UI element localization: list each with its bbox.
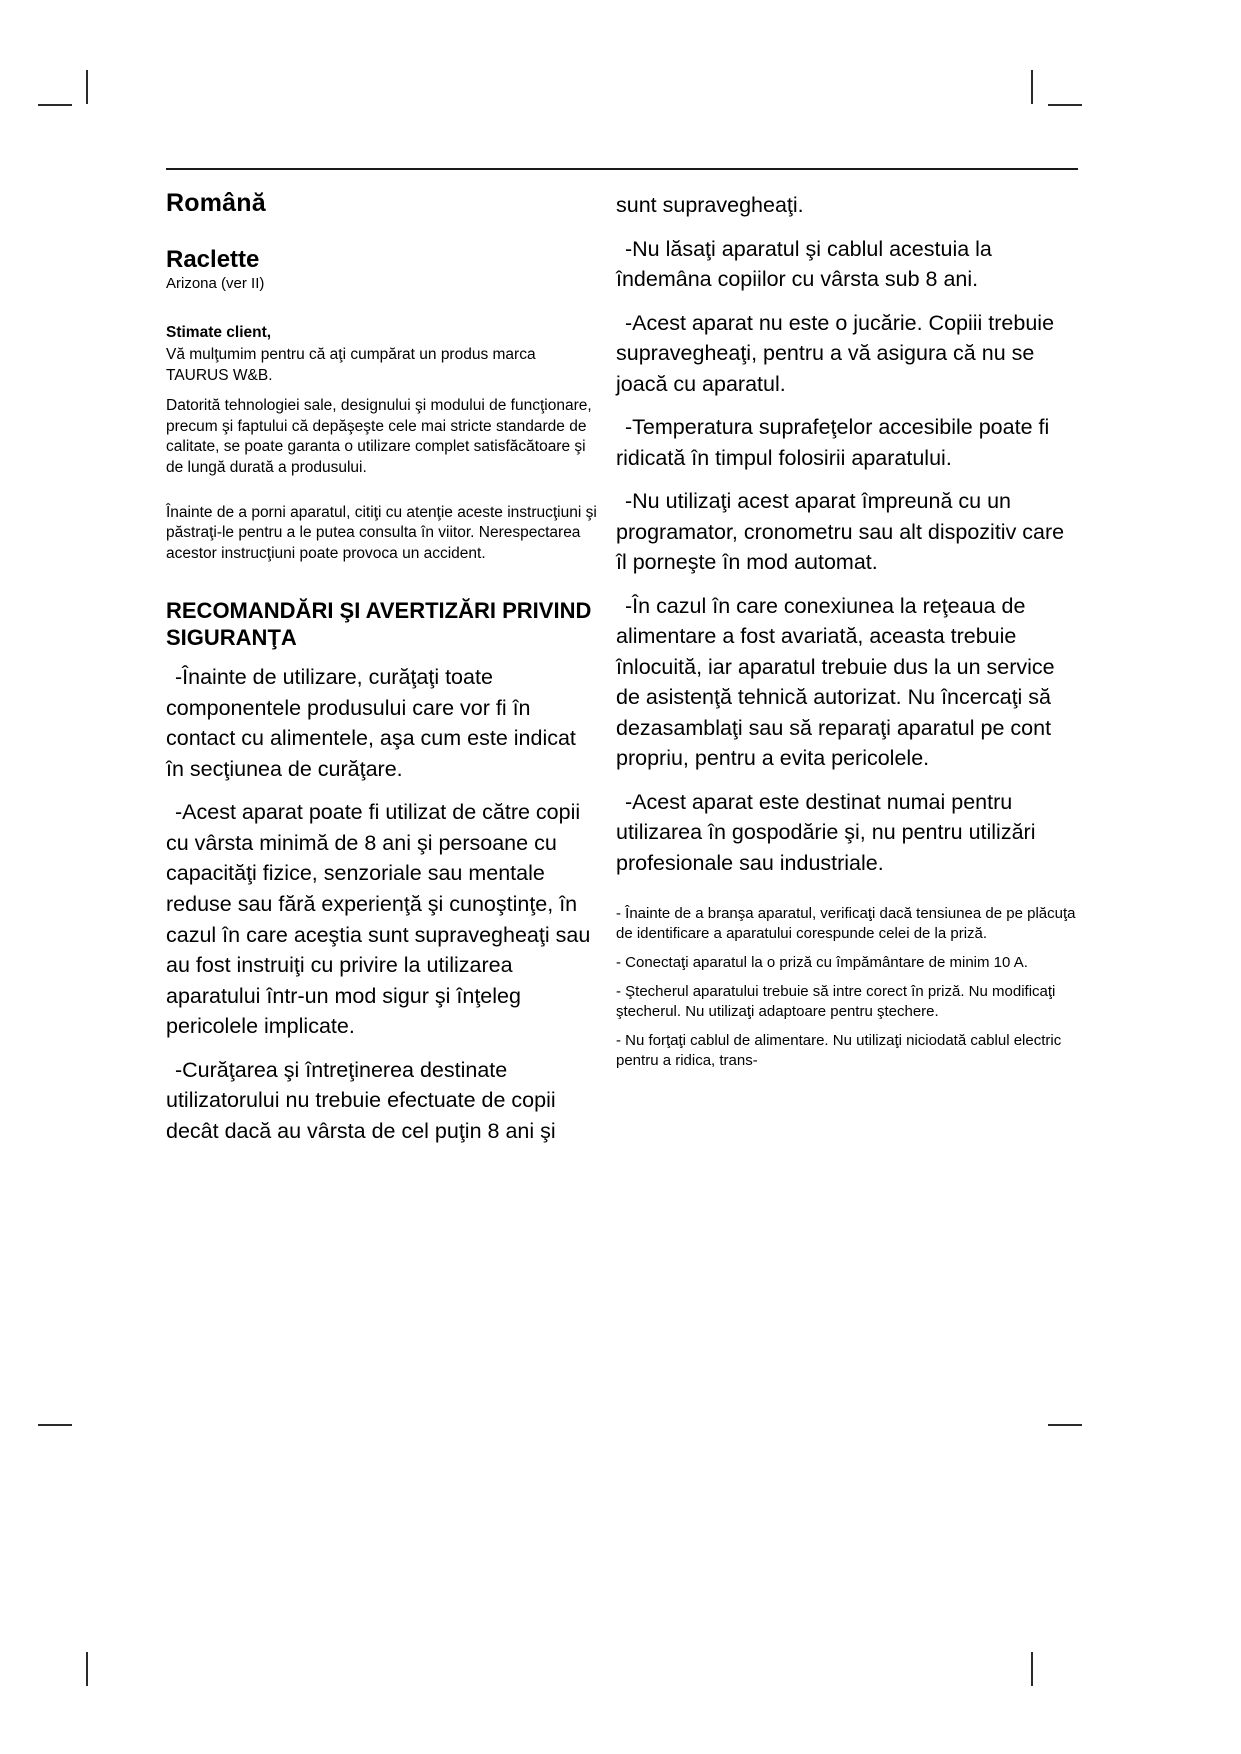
crop-mark-top-right-horizontal — [1048, 104, 1082, 106]
safety-item: -Acest aparat este destinat numai pentru utilizarea în gospodărie şi, nu pentru utilizări profesionale sau industriale. — [616, 789, 1036, 875]
crop-mark-top-right-vertical — [1031, 70, 1033, 104]
footnote-item: - Conectaţi aparatul la o priză cu împământare de minim 10 A. — [616, 954, 1028, 972]
intro-paragraph-1: Vă mulţumim pentru că aţi cumpărat un produs marca TAURUS W&B. — [166, 346, 536, 384]
crop-mark-bottom-right-vertical — [1031, 1652, 1033, 1686]
intro-paragraph-2: Datorită tehnologiei sale, designului şi modului de funcţionare, precum şi faptului că depăşeşte cele mai stricte standarde de calitate, se poate garanta o utilizare complet satisfăcătoare şi de lungă durată a produsului. — [166, 397, 592, 477]
salutation: Stimate client, — [166, 324, 272, 342]
language-title: Română — [166, 189, 266, 217]
safety-item: -În cazul în care conexiunea la reţeaua de alimentare a fost avariată, aceasta trebuie înlocuită, iar aparatul trebuie dus la un service de asistenţă tehnică autorizat. Nu încercaţi să dezasamblaţi sau să reparaţi aparatul pe cont propriu, pentru a evita pericolele. — [616, 593, 1055, 771]
safety-item: -Nu utilizaţi acest aparat împreună cu un programator, cronometru sau alt dispozitiv care îl porneşte în mod automat. — [616, 489, 1065, 575]
footnote-item: - Înainte de a branşa aparatul, verificaţi dacă tensiunea de pe plăcuţa de identificare a aparatului corespunde celei de la priză. — [616, 905, 1076, 943]
right-column — [616, 190, 1078, 1159]
left-column — [166, 190, 616, 1159]
two-column-layout — [166, 190, 1078, 1159]
footnote-item: - Ştecherul aparatului trebuie să intre corect în priză. Nu modificaţi ştecherul. Nu utilizaţi adaptoare pentru ştechere. — [616, 983, 1056, 1021]
intro-paragraph-3: Înainte de a porni aparatul, citiţi cu atenţie aceste instrucţiuni şi păstraţi-le pentru a le putea consulta în viitor. Nerespectarea acestor instrucţiuni poate provoca un accident. — [166, 503, 597, 562]
crop-mark-bottom-left-vertical — [86, 1652, 88, 1686]
header-rule — [166, 168, 1078, 170]
safety-section-heading: RECOMANDĂRI ŞI AVERTIZĂRI PRIVIND SIGURANŢA — [166, 597, 592, 651]
safety-item-continuation: sunt supravegheaţi. — [616, 193, 804, 217]
crop-mark-top-left-horizontal — [38, 104, 72, 106]
safety-item: -Nu lăsaţi aparatul şi cablul acestuia la îndemâna copiilor cu vârsta sub 8 ani. — [616, 236, 992, 292]
crop-mark-top-left-vertical — [86, 70, 88, 104]
safety-item: -Acest aparat nu este o jucărie. Copiii trebuie supravegheaţi, pentru a vă asigura că nu se joacă cu aparatul. — [616, 310, 1055, 396]
safety-item: -Acest aparat poate fi utilizat de către copii cu vârsta minimă de 8 ani şi persoane cu capacităţi fizice, senzoriale sau mentale reduse sau fără experienţă şi cunoştinţe, în cazul în care aceştia sunt supravegheaţi sau au fost instruiţi cu privire la utilizarea aparatului într-un mod sigur şi înţeleg pericolele implicate. — [166, 800, 591, 1039]
product-model: Arizona (ver II) — [166, 275, 265, 293]
footnote-item: - Nu forţaţi cablul de alimentare. Nu utilizaţi niciodată cablul electric pentru a ridica, trans- — [616, 1032, 1062, 1069]
crop-mark-bottom-left-horizontal — [38, 1424, 72, 1426]
footnote-block — [616, 904, 1078, 1071]
product-title: Raclette — [166, 245, 260, 273]
safety-item: -Curăţarea şi întreţinerea destinate utilizatorului nu trebuie efectuate de copii decât dacă au vârsta de cel puţin 8 ani şi — [166, 1057, 556, 1143]
document-page — [166, 168, 1078, 1518]
safety-item: -Înainte de utilizare, curăţaţi toate componentele produsului care vor fi în contact cu alimentele, aşa cum este indicat în secţiunea de curăţare. — [166, 665, 576, 781]
safety-item: -Temperatura suprafeţelor accesibile poate fi ridicată în timpul folosirii aparatului. — [616, 415, 1050, 470]
